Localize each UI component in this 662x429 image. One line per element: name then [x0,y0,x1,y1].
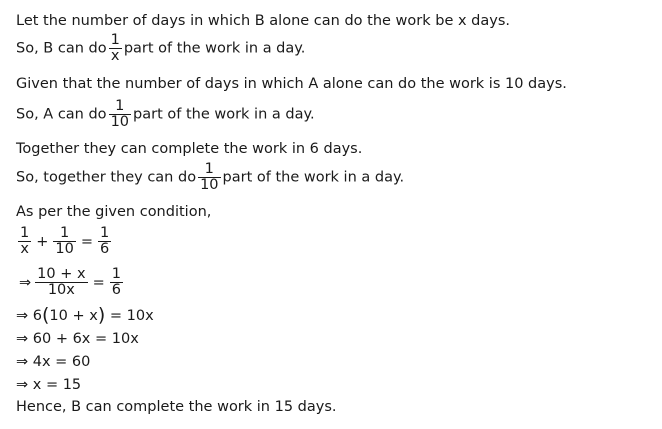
line-b-rate-post: part of the work in a day. [123,40,306,57]
numerator: 1 [110,32,120,48]
denominator: 6 [100,241,110,257]
line-together: Together they can complete the work in 6 days. [16,141,363,157]
line-a-rate-pre: So, A can do [16,106,107,123]
fraction-1-over-10-together [198,162,220,193]
fraction-1-over-x [109,33,122,64]
left-paren: ( [42,304,50,326]
denominator: x [109,48,122,64]
fraction-1-over-x [18,226,31,257]
conclusion: Hence, B can complete the work in 15 days. [16,399,337,415]
line-b-rate [16,33,305,64]
line-b-rate-pre: So, B can do [16,40,107,57]
denominator: 10x [35,282,87,298]
equals-sign: = [92,274,105,291]
fraction-1-over-10 [53,226,75,257]
line-together-rate [16,162,404,193]
fraction-1-over-6 [98,226,111,257]
numerator: 1 [20,225,30,241]
numerator: 1 [204,161,214,177]
denominator: 10 [110,114,130,130]
step-4: ⇒ x = 15 [16,377,82,393]
fraction-10plusx-over-10x [35,267,87,298]
numerator: 1 [60,225,70,241]
numerator: 1 [111,266,121,282]
numerator: 1 [115,98,125,114]
implies-arrow: ⇒ [16,308,29,324]
equation-2 [16,267,125,298]
implies-arrow: ⇒ [19,274,32,291]
line-together-rate-post: part of the work in a day. [222,169,405,186]
step-1 [16,306,154,325]
denominator: x [18,241,31,257]
denominator: 10 [200,177,219,193]
step-1-coef: 6 [32,308,42,324]
step-1-rhs: = 10x [105,308,154,324]
numerator: 10 + x [37,266,86,282]
denominator: 10 [55,241,74,257]
step-1-inner: 10 + x [49,308,98,324]
line-a-rate [16,99,315,130]
step-3: ⇒ 4x = 60 [16,354,91,370]
line-let-days: Let the number of days in which B alone can do the work be x days. [16,13,511,29]
equals-sign: = [80,233,93,250]
line-given-a: Given that the number of days in which A alone can do the work is 10 days. [16,76,567,92]
line-condition: As per the given condition, [16,204,212,220]
step-2: ⇒ 60 + 6x = 10x [16,331,139,347]
line-a-rate-post: part of the work in a day. [133,106,315,123]
numerator: 1 [100,225,110,241]
equation-1 [16,226,113,257]
fraction-1-over-10 [109,99,131,130]
plus-sign: + [36,233,49,250]
denominator: 6 [111,282,121,298]
line-together-rate-pre: So, together they can do [16,169,197,186]
fraction-1-over-6 [110,267,123,298]
right-paren: ) [97,304,106,326]
